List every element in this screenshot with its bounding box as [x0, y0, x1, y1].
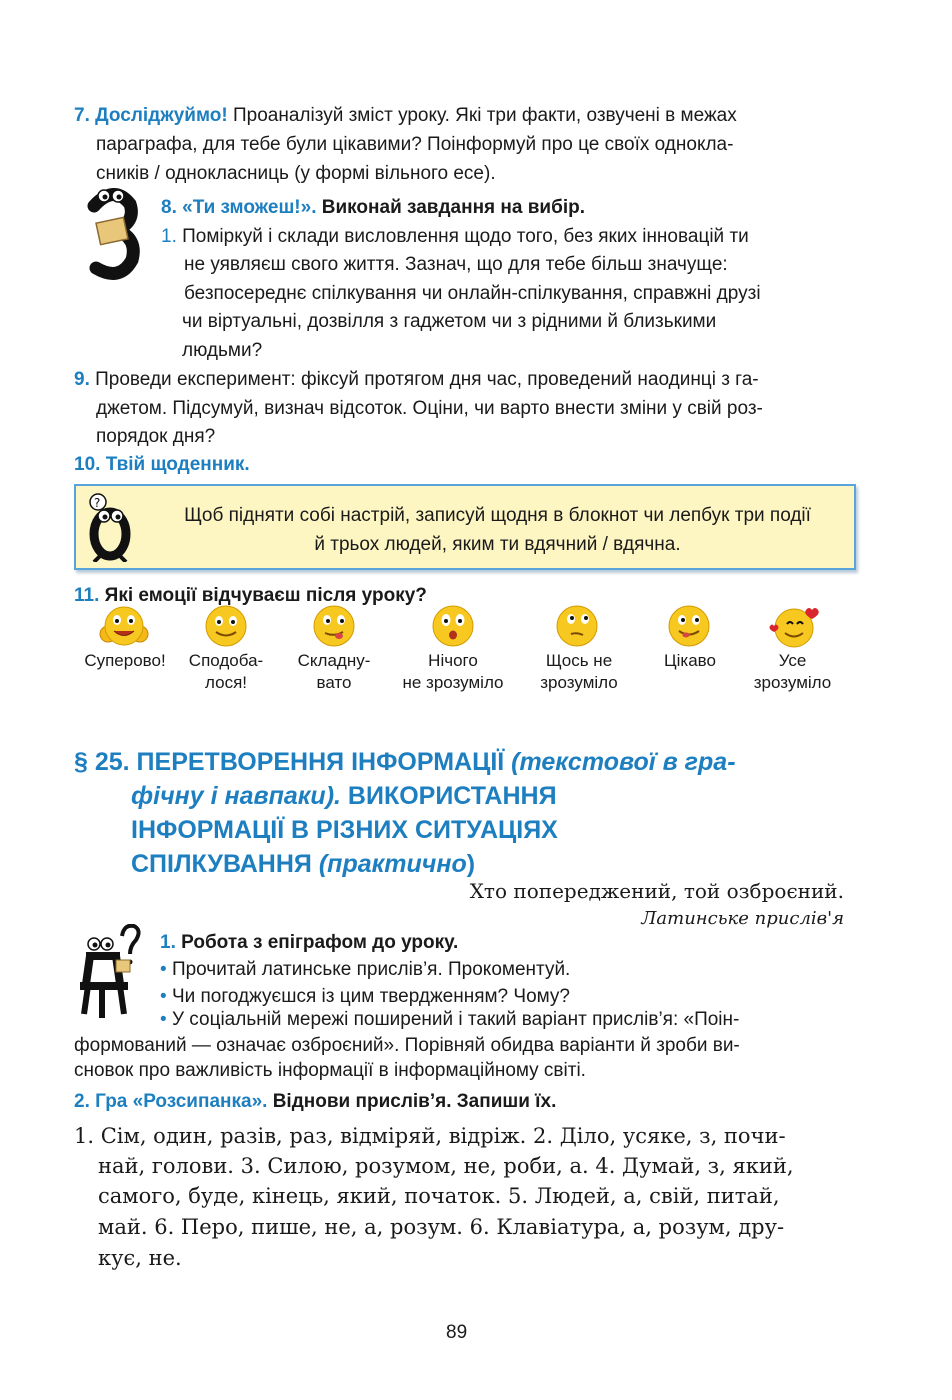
- s-task1-bullet1: [160, 955, 570, 984]
- section-title: [74, 745, 854, 881]
- task7-number: 7.: [74, 105, 90, 126]
- s-task1-line5: сновок про важливість інформації в інформаційному світі.: [74, 1060, 586, 1081]
- section-title-line3: ІНФОРМАЦІЇ В РІЗНИХ СИТУАЦІЯХ: [131, 816, 558, 844]
- task8-item-line1: [161, 222, 749, 251]
- emotion-label-4: [388, 650, 518, 694]
- super-emoji-icon: [94, 604, 154, 648]
- s-task1-number: 1.: [160, 932, 176, 953]
- emotion-label-4-l1: Нічого: [428, 651, 478, 670]
- s-task2-number: 2.: [74, 1091, 90, 1112]
- confused-emoji-icon: [554, 604, 600, 648]
- task10-title: Твій щоденник.: [105, 454, 250, 475]
- emotion-label-2-l1: Сподоба-: [188, 651, 264, 670]
- bullet-icon: •: [160, 986, 167, 1007]
- section-title-main-4: СПІЛКУВАННЯ: [131, 850, 319, 878]
- emotion-label-5: [524, 650, 634, 694]
- emotion-label-2: [176, 650, 276, 694]
- scramble-line2: най, голови. 3. Силою, розумом, не, роби, а. 4. Думай, з, який,: [98, 1154, 794, 1178]
- svg-text:?: ?: [94, 496, 101, 510]
- task7-line3: сників / однокласниць (у формі вільного есе).: [96, 163, 496, 184]
- task8-subtitle: Виконай завдання на вибір.: [321, 197, 586, 218]
- task7-line1: [74, 101, 737, 130]
- s-task2-heading: [74, 1087, 556, 1116]
- task10-heading: [74, 450, 250, 479]
- task8-item-text: Поміркуй і склади висловлення щодо того, без яких інновацій ти: [182, 226, 749, 247]
- emotion-label-1-l1: Суперово!: [84, 651, 166, 670]
- s-task1-title: Робота з епіграфом до уроку.: [181, 932, 459, 953]
- s-task1-bullet2-text: Чи погоджуєшся із цим твердженням? Чому?: [171, 986, 570, 1007]
- s-task2-instruction: Віднови прислів’я. Запиши їх.: [272, 1091, 557, 1112]
- task11-number: 11.: [74, 585, 100, 606]
- tongue-emoji-icon: [311, 604, 357, 648]
- smile-emoji-icon: [203, 604, 249, 648]
- section-title-italic-2: фічну і навпаки).: [131, 782, 341, 810]
- task9-line2: джетом. Підсумуй, визнач відсоток. Оціни, чи варто внести зміни у свій роз-: [96, 398, 763, 419]
- section-title-italic-4: (практично: [318, 850, 467, 878]
- emotion-label-7-l2: зрозуміло: [753, 673, 832, 692]
- task8-number: 8.: [161, 197, 177, 218]
- section-title-line4: [74, 847, 854, 881]
- emotion-label-2-l2: лося!: [205, 673, 247, 692]
- epigraph-text: Хто попереджений, той озброєний.: [469, 879, 844, 903]
- s-task1-bullet3: [160, 1005, 739, 1034]
- bullet-icon: •: [160, 1009, 167, 1030]
- bullet-icon: •: [160, 959, 167, 980]
- task8-title: «Ти зможеш!».: [182, 197, 317, 218]
- emotion-label-3-l2: вато: [316, 673, 352, 692]
- task8-item-number: 1.: [161, 226, 177, 247]
- task9-line1: [74, 365, 759, 394]
- curious-emoji-icon: [666, 604, 712, 648]
- scramble-line1: 1. Сім, один, разів, раз, відміряй, відріж. 2. Діло, усяке, з, почи-: [74, 1124, 786, 1148]
- emotion-label-6: [640, 650, 740, 672]
- emotion-label-6-l1: Цікаво: [664, 651, 716, 670]
- page-number: 89: [446, 1322, 468, 1343]
- three-mascot-icon: [84, 188, 142, 280]
- emotion-label-3-l1: Складну-: [297, 651, 371, 670]
- task9-line3: порядок дня?: [96, 426, 216, 447]
- emotion-label-4-l2: не зрозуміло: [402, 673, 504, 692]
- task9-text: Проведи експеримент: фіксуй протягом дня час, проведений наодинці з га-: [95, 369, 759, 390]
- task7-title: Досліджуймо!: [95, 105, 228, 126]
- emotion-label-7-l1: Усе: [778, 651, 807, 670]
- s-task1-bullet3-text: У соціальній мережі поширений і такий варіант прислів’я: «Поін-: [171, 1009, 740, 1030]
- task7-text: Проаналізуй зміст уроку. Які три факти, озвучені в межах: [232, 105, 737, 126]
- section-title-line2: [74, 779, 854, 813]
- note-line1: Щоб підняти собі настрій, записуй щодня в блокнот чи лепбук три події: [184, 505, 811, 526]
- task8-item-line3: безпосереднє спілкування чи онлайн-спілкування, справжні друзі: [184, 283, 761, 304]
- emotion-label-5-l2: зрозуміло: [540, 673, 618, 692]
- s-task1-heading: [160, 928, 458, 957]
- s-task2-title: Гра «Розсипанка».: [95, 1091, 268, 1112]
- scramble-line5: кує, не.: [98, 1246, 182, 1270]
- section-title-main-2: ВИКОРИСТАННЯ: [340, 782, 557, 810]
- scramble-line4: май. 6. Перо, пише, не, а, розум. 6. Клавіатура, а, розум, дру-: [98, 1215, 785, 1239]
- scramble-line3: самого, буде, кінець, який, початок. 5. Людей, а, свій, питай,: [98, 1184, 780, 1208]
- emotion-label-5-l1: Щось не: [545, 651, 613, 670]
- note-line2: й трьох людей, яким ти вдячний / вдячна.: [314, 534, 681, 555]
- s-task1-line4: формований — означає озброєний». Порівняй обидва варіанти й зроби ви-: [74, 1035, 740, 1056]
- task8-item-line2: не уявляєш свого життя. Зазнач, що для тебе більш значуще:: [184, 254, 728, 275]
- task10-number: 10.: [74, 454, 101, 475]
- task8-heading: [161, 193, 585, 222]
- question-mascot-icon: [76, 924, 144, 1022]
- love-emoji-icon: [766, 604, 822, 648]
- epigraph-source: Латинське прислів'я: [641, 908, 844, 929]
- section-title-main: § 25. ПЕРЕТВОРЕННЯ ІНФОРМАЦІЇ: [74, 748, 512, 776]
- thinking-mascot-icon: [80, 490, 136, 562]
- section-title-paren: ): [466, 850, 476, 878]
- section-title-italic: (текстової в гра-: [511, 748, 736, 776]
- surprised-emoji-icon: [430, 604, 476, 648]
- emotion-label-1: [70, 650, 180, 672]
- s-task1-bullet1-text: Прочитай латинське прислів’я. Прокоментуй.: [171, 959, 571, 980]
- task9-number: 9.: [74, 369, 90, 390]
- task7-line2: параграфа, для тебе були цікавими? Поінформуй про це своїх однокла-: [96, 134, 734, 155]
- emotion-label-7: [740, 650, 845, 694]
- section-title-line1: [74, 745, 854, 779]
- task8-item-line5: людьми?: [182, 340, 263, 361]
- task8-item-line4: чи віртуальні, дозвілля з гаджетом чи з рідними й близькими: [182, 311, 717, 332]
- task11-title: Які емоції відчуваєш після уроку?: [104, 585, 427, 606]
- emotion-label-3: [284, 650, 384, 694]
